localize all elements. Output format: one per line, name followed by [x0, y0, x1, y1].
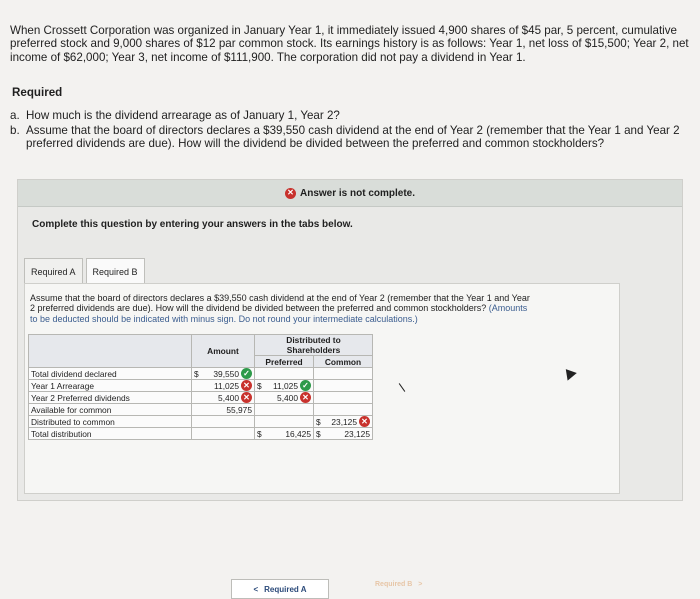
preferred-input[interactable]: [255, 428, 314, 440]
x-circle-icon: ✕: [359, 416, 370, 427]
question-text: preferred dividends are due). How will the dividend be divided between the preferred and common stockholders?: [26, 137, 605, 151]
instruction-text: Complete this question by entering your answers in the tabs below.: [32, 219, 353, 230]
header-distributed: [255, 335, 373, 356]
table-row: [29, 368, 373, 380]
cell-value: 39,550: [213, 368, 239, 379]
preferred-input[interactable]: [255, 416, 314, 428]
amount-input[interactable]: [192, 428, 255, 440]
amounts-note: (Amounts: [488, 303, 528, 314]
question-label: b.: [10, 124, 20, 137]
preferred-input[interactable]: [255, 392, 314, 404]
chevron-left-icon: <: [253, 584, 259, 594]
x-circle-icon: ✕: [300, 392, 311, 403]
question-b: [10, 124, 680, 151]
common-input[interactable]: [314, 416, 373, 428]
common-input[interactable]: [314, 392, 373, 404]
row-label: Year 2 Preferred dividends: [29, 392, 192, 404]
answer-panel: [17, 179, 683, 594]
table-row: [29, 392, 373, 404]
common-input[interactable]: [314, 368, 373, 380]
cell-value: 5,400: [277, 392, 298, 403]
row-label: Total dividend declared: [29, 368, 192, 380]
check-circle-icon: ✓: [241, 368, 252, 379]
dollar-sign: $: [257, 380, 262, 391]
table-row: [29, 416, 373, 428]
question-text: How much is the dividend arrearage as of January 1, Year 2?: [26, 109, 340, 122]
cell-value: 55,975: [226, 404, 252, 415]
row-label: Total distribution: [29, 428, 192, 440]
table-row: [29, 380, 373, 392]
preferred-input[interactable]: [255, 368, 314, 380]
cell-value: 23,125: [331, 416, 357, 427]
amount-input[interactable]: [192, 416, 255, 428]
header-shareholders-line: Shareholders: [286, 345, 341, 355]
next-tab-button[interactable]: [375, 581, 422, 588]
check-circle-icon: ✓: [300, 380, 311, 391]
dividend-table: [28, 334, 373, 440]
row-label: Available for common: [29, 404, 192, 416]
status-text: Answer is not complete.: [299, 187, 416, 199]
question-label: a.: [10, 109, 20, 122]
required-heading: Required: [12, 86, 63, 99]
cell-value: 5,400: [218, 392, 239, 403]
prev-tab-label: Required A: [264, 584, 307, 594]
header-common: Common: [314, 356, 373, 368]
dollar-sign: $: [257, 428, 262, 439]
tab-bar: [24, 258, 148, 286]
status-bar: [18, 180, 682, 207]
problem-line: income of $62,000; Year 3, net income of $111,900. The corporation did not pay a dividend in Year 1.: [10, 50, 526, 64]
header-distributed-line: Distributed to: [286, 335, 341, 345]
x-circle-icon: ✕: [241, 380, 252, 391]
question-description: [30, 293, 620, 324]
cell-value: 11,025: [214, 380, 239, 391]
desc-line: to be deducted should be indicated with minus sign. Do not round your intermediate calculations.): [30, 313, 418, 324]
common-input[interactable]: [314, 428, 373, 440]
table-row: [29, 428, 373, 440]
amount-input[interactable]: [192, 368, 255, 380]
header-amount: Amount: [192, 335, 255, 368]
cell-value: 23,125: [344, 428, 370, 439]
preferred-input[interactable]: [255, 380, 314, 392]
x-circle-icon: ✕: [285, 188, 296, 199]
common-input[interactable]: [314, 380, 373, 392]
table-row: [29, 404, 373, 416]
cell-value: 16,425: [285, 428, 311, 439]
table-body: [29, 368, 373, 440]
desc-text: 2 preferred dividends are due). How will the dividend be divided between the preferred and common stockholders?: [30, 303, 489, 314]
problem-line: preferred stock and 9,000 shares of $12 par common stock. Its earnings history is as follows: Year 1, net loss of $15,500; Year 2, net: [10, 37, 689, 51]
chevron-right-icon: >: [418, 581, 423, 588]
amount-input[interactable]: [192, 404, 255, 416]
next-tab-label: Required B: [375, 581, 413, 588]
x-circle-icon: ✕: [241, 392, 252, 403]
tab-required-a[interactable]: Required A: [24, 258, 83, 286]
cell-value: 11,025: [273, 380, 298, 391]
dollar-sign: $: [316, 428, 321, 439]
desc-line: [30, 303, 620, 313]
row-label: Year 1 Arrearage: [29, 380, 192, 392]
desc-line: Assume that the board of directors declares a $39,550 cash dividend at the end of Year 2 (remember that the Year 1 and Year: [30, 293, 530, 303]
header-preferred: Preferred: [255, 356, 314, 368]
prev-tab-button[interactable]: [231, 579, 329, 599]
dollar-sign: $: [316, 416, 321, 427]
row-label: Distributed to common: [29, 416, 192, 428]
preferred-input[interactable]: [255, 404, 314, 416]
header-blank: [29, 335, 192, 368]
amount-input[interactable]: [192, 380, 255, 392]
tab-required-b[interactable]: Required B: [86, 258, 145, 286]
question-a: [10, 109, 340, 122]
problem-text: [10, 24, 690, 64]
question-text: Assume that the board of directors declares a $39,550 cash dividend at the end of Year 2 (remember that the Year 1 and Year 2: [26, 124, 680, 137]
dollar-sign: $: [194, 368, 199, 379]
common-input[interactable]: [314, 404, 373, 416]
problem-line: When Crossett Corporation was organized in January Year 1, it immediately issued 4,900 shares of $45 par, 5 percent, cumulative: [10, 24, 678, 37]
tab-content: [24, 283, 620, 594]
amount-input[interactable]: [192, 392, 255, 404]
